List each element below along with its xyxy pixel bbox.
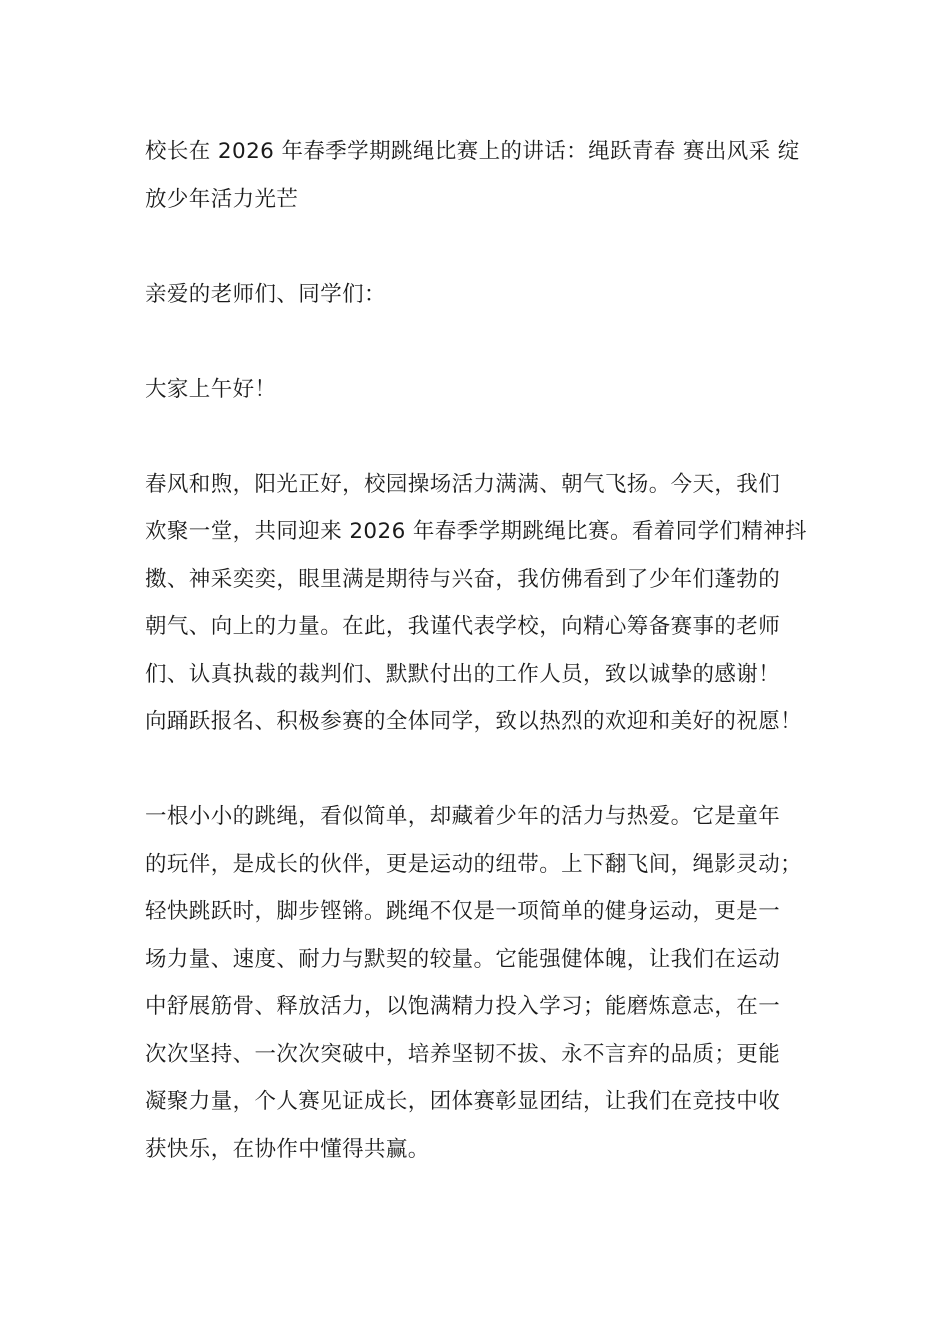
paragraph-2 <box>145 793 815 1173</box>
paragraph-line: 的玩伴，是成长的伙伴，更是运动的纽带。上下翻飞间，绳影灵动； <box>145 851 803 877</box>
paragraph-line: 中舒展筋骨、释放活力，以饱满精力投入学习；能磨炼意志，在一 <box>145 994 781 1019</box>
paragraph-gap <box>145 318 815 366</box>
title-line-2: 放少年活力光芒 <box>145 186 299 212</box>
paragraph-line: 获快乐，在协作中懂得共赢。 <box>145 1136 430 1162</box>
paragraph-line: 们、认真执裁的裁判们、默默付出的工作人员，致以诚挚的感谢！ <box>145 661 781 687</box>
paragraph-line: 朝气、向上的力量。在此，我谨代表学校，向精心筹备赛事的老师 <box>145 614 781 639</box>
paragraph-line: 擞、神采奕奕，眼里满是期待与兴奋，我仿佛看到了少年们蓬勃的 <box>145 566 781 592</box>
paragraph-gap <box>145 223 815 271</box>
paragraph-line: 场力量、速度、耐力与默契的较量。它能强健体魄，让我们在运动 <box>145 946 781 972</box>
greeting: 大家上午好！ <box>145 376 277 402</box>
paragraph-line: 轻快跳跃时，脚步铿锵。跳绳不仅是一项简单的健身运动，更是一 <box>145 899 781 924</box>
document-body <box>145 128 815 1173</box>
paragraph-line: 欢聚一堂，共同迎来 2026 年春季学期跳绳比赛。看着同学们精神抖 <box>145 519 808 544</box>
paragraph-1 <box>145 461 815 746</box>
paragraph-line: 向踊跃报名、积极参赛的全体同学，致以热烈的欢迎和美好的祝愿！ <box>145 709 803 734</box>
salutation: 亲爱的老师们、同学们： <box>145 281 386 307</box>
paragraph-gap <box>145 746 815 794</box>
paragraph-line: 次次坚持、一次次突破中，培养坚韧不拔、永不言弃的品质；更能 <box>145 1041 781 1067</box>
paragraph-line: 一根小小的跳绳，看似简单，却藏着少年的活力与热爱。它是童年 <box>145 804 781 829</box>
paragraph-line: 春风和煦，阳光正好，校园操场活力满满、朝气飞扬。今天，我们 <box>145 471 781 497</box>
title-line-1: 校长在 2026 年春季学期跳绳比赛上的讲话：绳跃青春 赛出风采 绽 <box>145 139 800 164</box>
paragraph-line: 凝聚力量，个人赛见证成长，团体赛彰显团结，让我们在竞技中收 <box>145 1089 781 1114</box>
paragraph-gap <box>145 413 815 461</box>
